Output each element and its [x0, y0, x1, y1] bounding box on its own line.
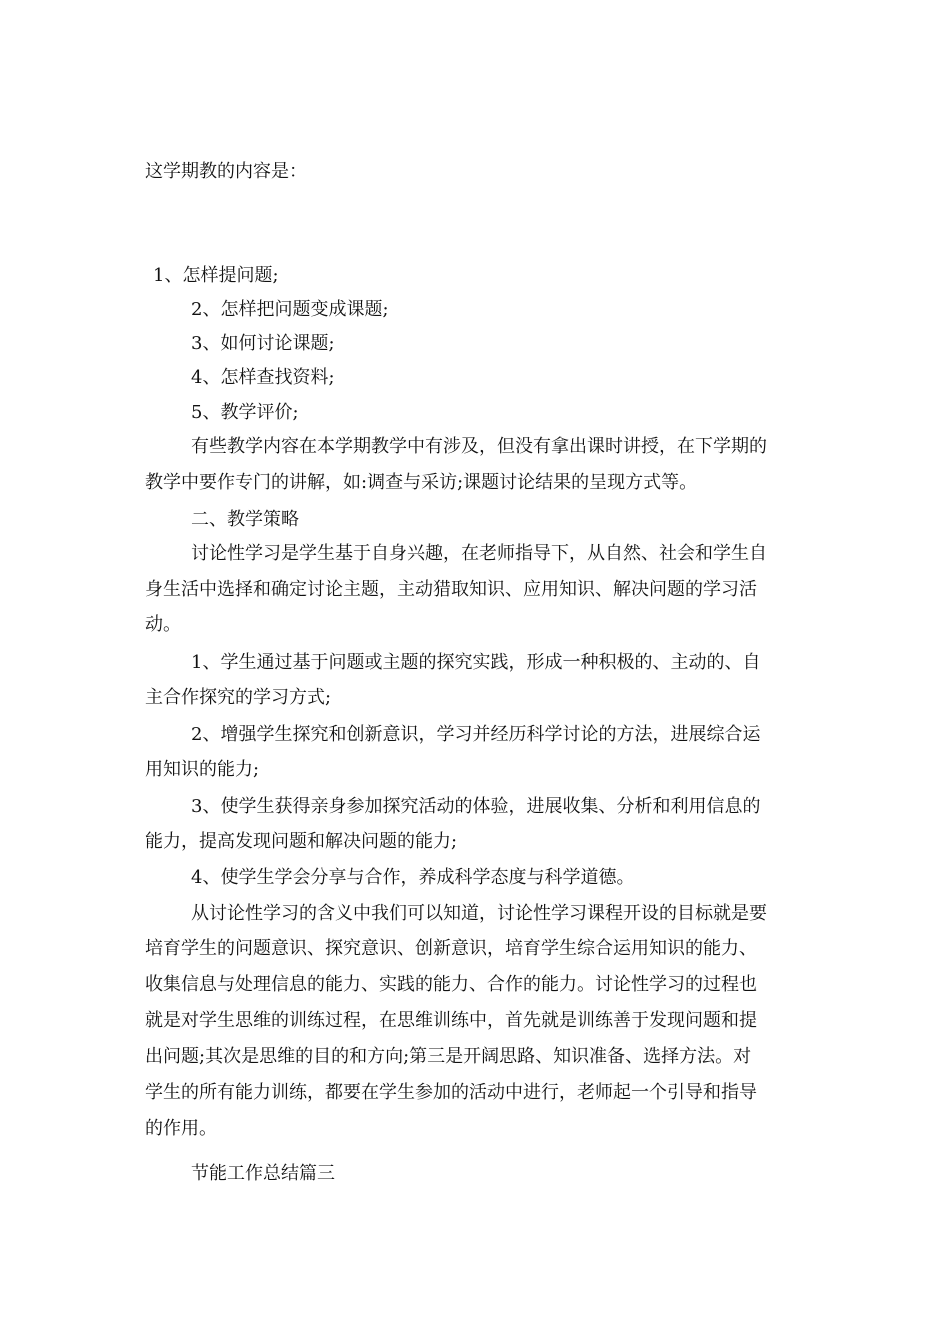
intro-line: 这学期教的内容是： [145, 161, 307, 182]
paragraph-line: 有些教学内容在本学期教学中有涉及，但没有拿出课时讲授，在下学期的 [191, 436, 767, 457]
goal-item-1-cont: 主合作探究的学习方式; [145, 687, 332, 708]
section-heading: 二、教学策略 [191, 509, 299, 530]
list-item-2: 2、怎样把问题变成课题; [191, 299, 389, 320]
closing-heading: 节能工作总结篇三 [191, 1163, 335, 1184]
list-item-3: 3、如何讨论课题; [191, 333, 335, 354]
goal-item-3: 3、使学生获得亲身参加探究活动的体验，进展收集、分析和利用信息的 [191, 796, 761, 817]
paragraph-line: 从讨论性学习的含义中我们可以知道，讨论性学习课程开设的目标就是要 [191, 903, 767, 924]
list-item-5: 5、教学评价; [191, 402, 299, 423]
goal-item-3-cont: 能力，提高发现问题和解决问题的能力; [145, 831, 458, 852]
goal-item-4: 4、使学生学会分享与合作，养成科学态度与科学道德。 [191, 867, 635, 888]
paragraph-line: 培育学生的问题意识、探究意识、创新意识，培育学生综合运用知识的能力、 [145, 938, 757, 959]
paragraph-line: 讨论性学习是学生基于自身兴趣，在老师指导下，从自然、社会和学生自 [191, 543, 767, 564]
paragraph-line: 学生的所有能力训练，都要在学生参加的活动中进行，老师起一个引导和指导 [145, 1082, 757, 1103]
paragraph-line: 出问题;其次是思维的目的和方向;第三是开阔思路、知识准备、选择方法。对 [145, 1046, 752, 1067]
paragraph-line: 收集信息与处理信息的能力、实践的能力、合作的能力。讨论性学习的过程也 [145, 974, 757, 995]
paragraph-line: 身生活中选择和确定讨论主题，主动猎取知识、应用知识、解决问题的学习活 [145, 579, 757, 600]
goal-item-2-cont: 用知识的能力; [145, 759, 260, 780]
paragraph-line: 的作用。 [145, 1118, 217, 1139]
goal-item-2: 2、增强学生探究和创新意识，学习并经历科学讨论的方法，进展综合运 [191, 724, 761, 745]
paragraph-line: 就是对学生思维的训练过程，在思维训练中，首先就是训练善于发现问题和提 [145, 1010, 757, 1031]
paragraph-line: 教学中要作专门的讲解，如:调查与采访;课题讨论结果的呈现方式等。 [145, 472, 698, 493]
list-item-1: 1、怎样提问题; [153, 265, 279, 286]
list-item-4: 4、怎样查找资料; [191, 367, 335, 388]
goal-item-1: 1、学生通过基于问题或主题的探究实践，形成一种积极的、主动的、自 [191, 652, 761, 673]
paragraph-line: 动。 [145, 614, 181, 635]
